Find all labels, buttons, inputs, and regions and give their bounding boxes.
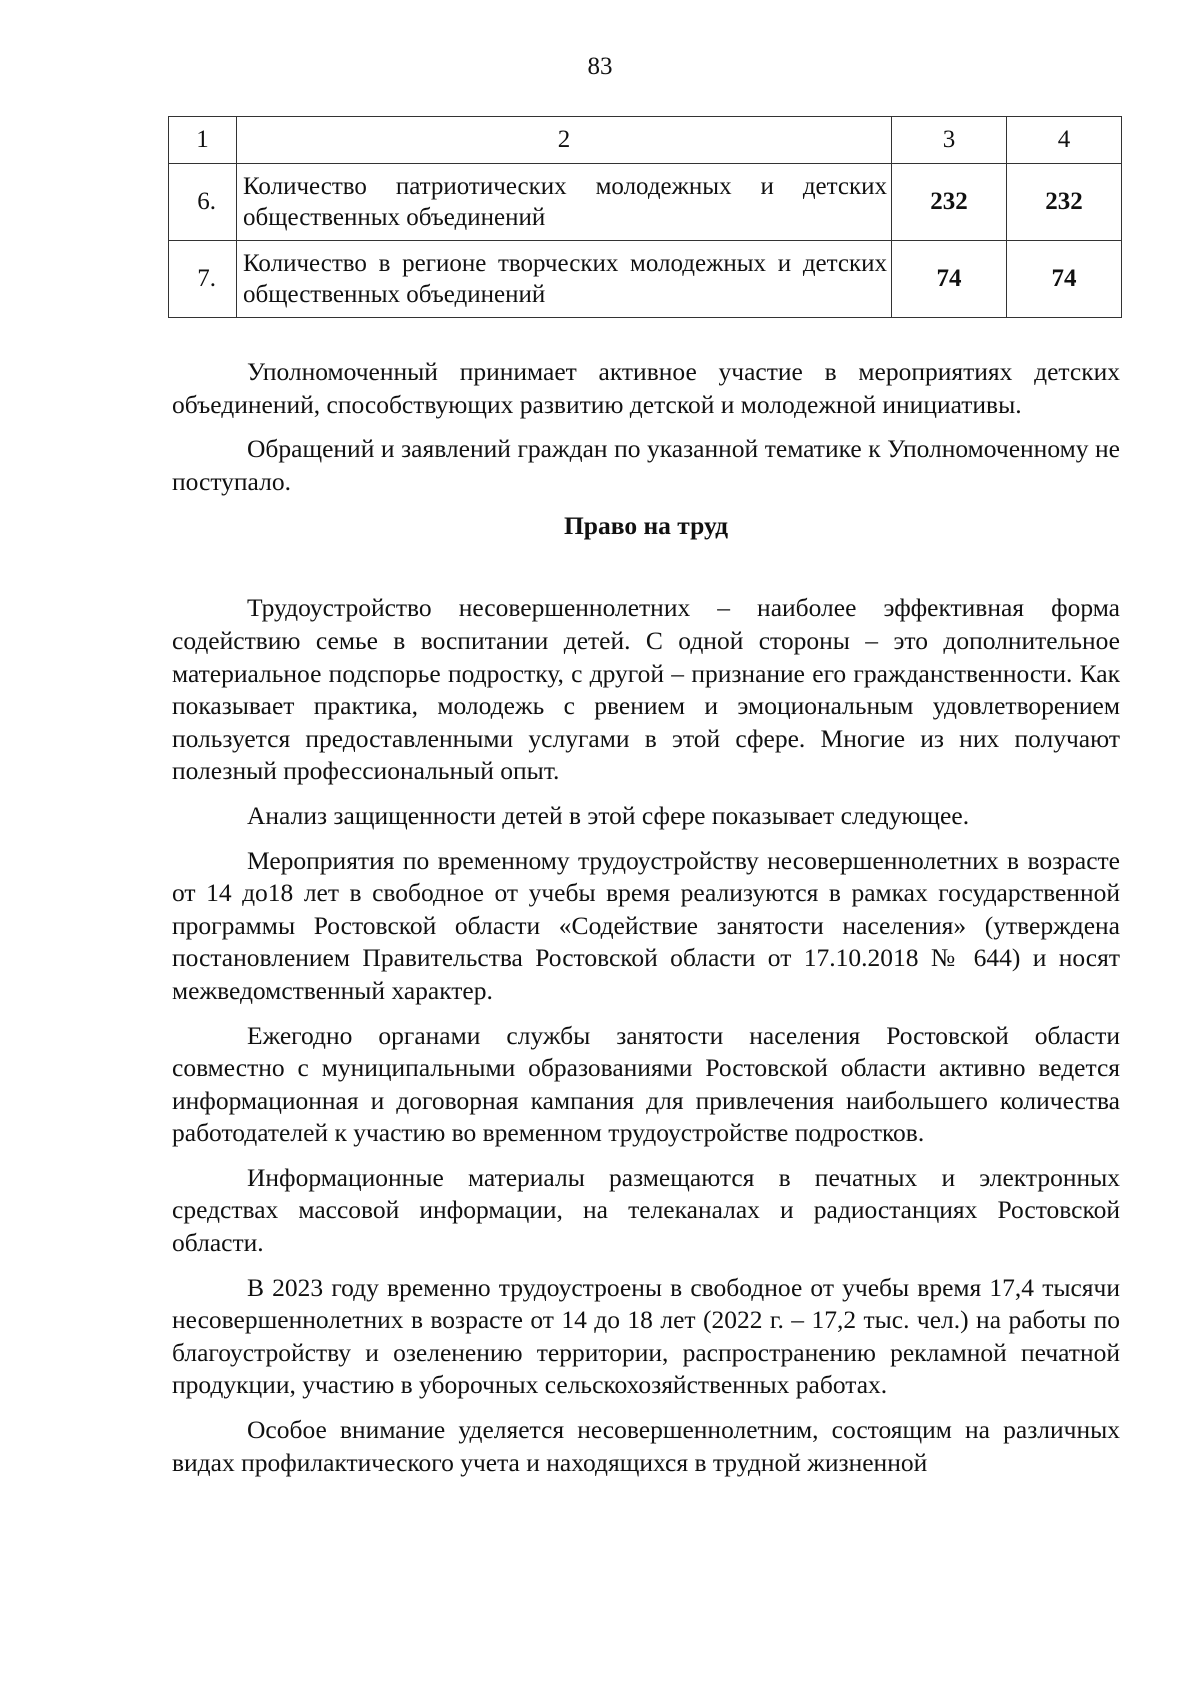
table-header-row xyxy=(169,117,1122,164)
paragraph: Трудоустройство несовершеннолетних – наиболее эффективная форма содействию семье в воспитании детей. С одной стороны – это дополнительное материальное подспорье подростку, с другой – признание его гражданственности. Как показывает практика, молодежь с рвением и эмоциональным удовлетворением пользуется предоставленными услугами в этой сфере. Многие из них получают полезный профессиональный опыт. xyxy=(172,593,1120,786)
paragraph: Особое внимание уделяется несовершеннолетним, состоящим на различных видах профилактического учета и находящихся в трудной жизненной xyxy=(172,1415,1120,1477)
paragraph: Уполномоченный принимает активное участие в мероприятиях детских объединений, способствующих развитию детской и молодежной инициативы. xyxy=(172,357,1120,419)
statistics-table xyxy=(168,116,1122,318)
table-row xyxy=(169,241,1122,318)
table-header-cell: 1 xyxy=(169,117,237,164)
table-header-cell: 2 xyxy=(237,117,892,164)
row-number: 6. xyxy=(169,164,237,241)
row-number: 7. xyxy=(169,241,237,318)
document-body xyxy=(172,356,1120,1491)
table-row xyxy=(169,164,1122,241)
page-number: 83 xyxy=(587,53,613,80)
paragraph: Анализ защищенности детей в этой сфере показывает следующее. xyxy=(247,800,970,830)
table-header-cell: 4 xyxy=(1007,117,1122,164)
row-indicator: Количество в регионе творческих молодежных и детских общественных объединений xyxy=(237,241,892,318)
row-indicator: Количество патриотических молодежных и детских общественных объединений xyxy=(237,164,892,241)
paragraph: Мероприятия по временному трудоустройству несовершеннолетних в возрасте от 14 до18 лет в свободное от учебы время реализуются в рамках государственной программы Ростовской области «Содействие занятости населения» (утверждена постановлением Правительства Ростовской области от 17.10.2018 № 644) и носят межведомственный характер. xyxy=(172,845,1120,1005)
row-value-col4: 232 xyxy=(1007,164,1122,241)
section-title: Право на труд xyxy=(563,511,729,541)
row-value-col3: 232 xyxy=(892,164,1007,241)
paragraph: Информационные материалы размещаются в печатных и электронных средствах массовой информации, на телеканалах и радиостанциях Ростовской области. xyxy=(172,1162,1120,1258)
table-header-cell: 3 xyxy=(892,117,1007,164)
row-value-col4: 74 xyxy=(1007,241,1122,318)
paragraph: Ежегодно органами службы занятости населения Ростовской области совместно с муниципальными образованиями Ростовской области активно ведется информационная и договорная кампания для привлечения наибольшего количества работодателей к участию во временном трудоустройстве подростков. xyxy=(172,1020,1120,1148)
paragraph: Обращений и заявлений граждан по указанной тематике к Уполномоченному не поступало. xyxy=(172,434,1120,496)
paragraph: В 2023 году временно трудоустроены в свободное от учебы время 17,4 тысячи несовершеннолетних в возрасте от 14 до 18 лет (2022 г. – 17,2 тыс. чел.) на работы по благоустройству и озеленению территории, распространению рекламной печатной продукции, участию в уборочных сельскохозяйственных работах. xyxy=(172,1272,1120,1400)
row-value-col3: 74 xyxy=(892,241,1007,318)
